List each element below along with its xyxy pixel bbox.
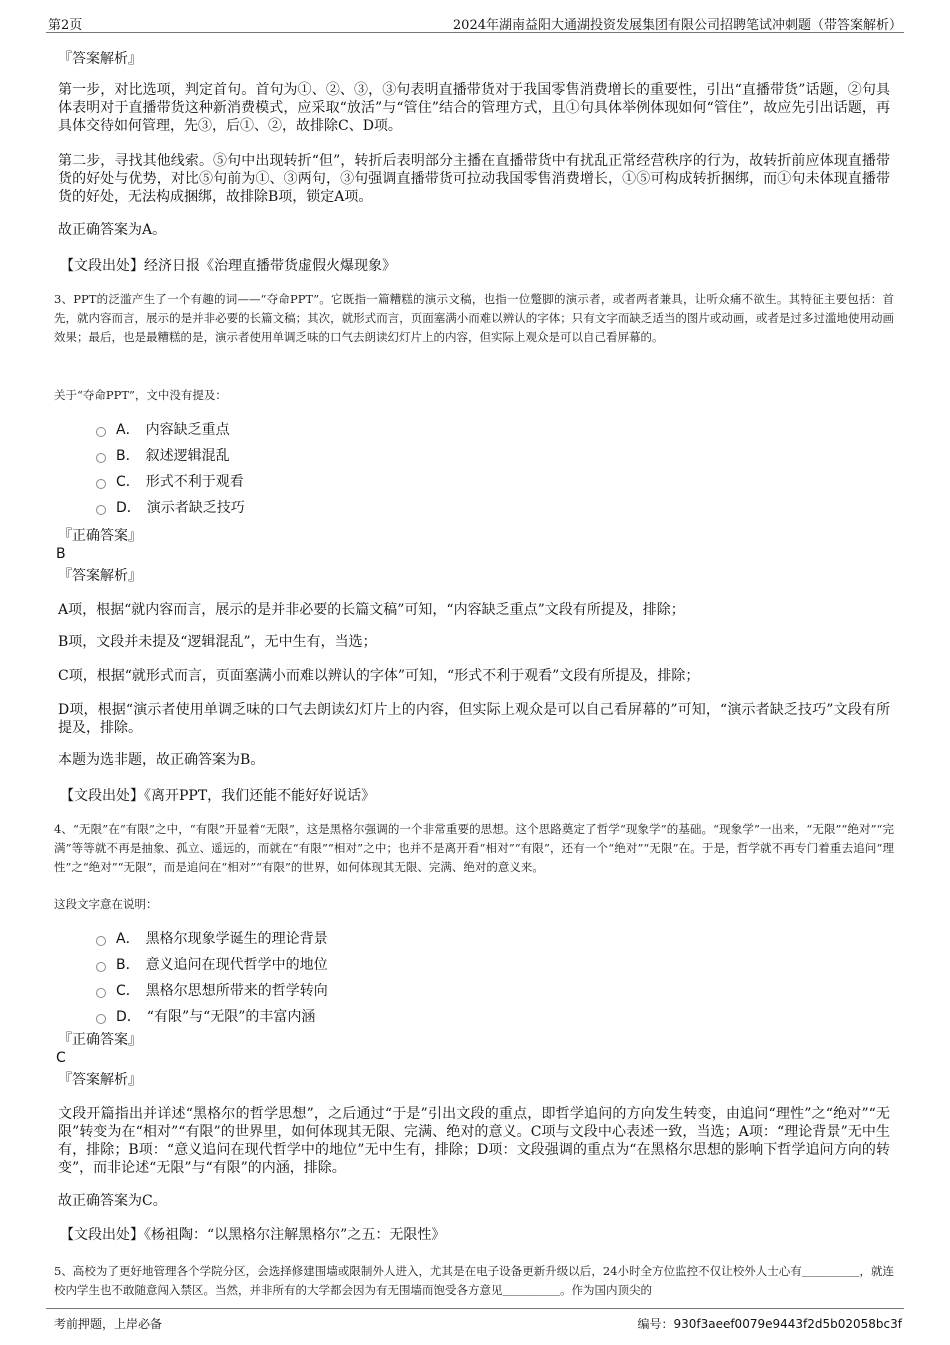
option-letter: B． [116,957,140,973]
page-header [46,12,904,33]
analysis-line: B项，文段并未提及“逻辑混乱”，无中生有，当选； [58,634,377,650]
conclusion: 故正确答案为C。 [58,1193,167,1209]
option-c[interactable] [96,982,328,1000]
option-letter: A． [116,931,140,947]
radio-icon[interactable] [96,962,106,972]
analysis-label: 『答案解析』 [58,51,142,67]
analysis-line: A项，根据“就内容而言，展示的是并非必要的长篇文稿”可知，“内容缺乏重点”文段有所提及，排除； [58,602,685,618]
option-d[interactable] [96,499,245,517]
source-citation: 【文段出处】《杨祖陶：“以黑格尔注解黑格尔”之五：无限性》 [60,1227,446,1243]
analysis-line: D项，根据“演示者使用单调乏味的口气去朗读幻灯片上的内容，但实际上观众是可以自己看屏幕的”可知，“演示者缺乏技巧”文段有所提及，排除。 [58,702,890,736]
analysis-line: C项，根据“就形式而言，页面塞满小而难以辨认的字体”可知，“形式不利于观看”文段有所提及，排除； [58,668,700,684]
option-b[interactable] [96,956,328,974]
radio-icon[interactable] [96,453,106,463]
analysis-label: 『答案解析』 [58,1072,142,1088]
source-citation: 【文段出处】《离开PPT，我们还能不能好好说话》 [60,788,376,804]
conclusion: 本题为选非题，故正确答案为B。 [58,752,265,768]
option-text: 叙述逻辑混乱 [145,448,230,464]
question-text: 3、PPT的泛滥产生了一个有趣的词——“夺命PPT”。它既指一篇糟糕的演示文稿，也指一位蹩脚的演示者，或者两者兼具，让听众痛不欲生。其特征主要包括：首先，就内容而言，展示的是并非必要的长篇文稿；其次，就形式而言，页面塞满小而难以辨认的字体；只有文字而缺乏适当的图片或动画，或者是过多过滥地使用动画效果；最后，也是最糟糕的是，演示者使用单调乏味的口气去朗读幻灯片上的内容，但实际上观众是可以自己看屏幕的。 [54,292,894,344]
correct-answer-label: 『正确答案』 [58,528,142,544]
option-text: 黑格尔思想所带来的哲学转向 [145,983,328,999]
option-text: 意义追问在现代哲学中的地位 [145,957,328,973]
radio-icon[interactable] [96,479,106,489]
option-text: 黑格尔现象学诞生的理论背景 [145,931,328,947]
radio-icon[interactable] [96,988,106,998]
correct-answer-label: 『正确答案』 [58,1032,142,1048]
option-c[interactable] [96,473,244,491]
question-prompt: 关于“夺命PPT”，文中没有提及： [54,388,227,402]
option-letter: A． [116,422,140,438]
option-letter: B． [116,448,140,464]
option-a[interactable] [96,930,328,948]
analysis-paragraph: 第二步，寻找其他线索。⑤句中出现转折“但”，转折后表明部分主播在直播带货中有扰乱正常经营秩序的行为，故转折前应体现直播带货的好处与优势，对比⑤句前为①、③两句，③句强调直播带货可拉动我国零售消费增长，①⑤可构成转折捆绑，而①句未体现直播带货的好处，无法构成捆绑，故排除B项，锁定A项。 [58,153,890,205]
option-text: 形式不利于观看 [145,474,244,490]
option-text: 内容缺乏重点 [145,422,230,438]
radio-icon[interactable] [96,936,106,946]
option-letter: D． [116,1009,141,1025]
option-text: “有限”与“无限”的丰富内涵 [146,1009,316,1025]
page-number: 第2页 [48,18,83,33]
option-letter: C． [116,474,140,490]
page-footer [46,1308,904,1333]
radio-icon[interactable] [96,505,106,515]
radio-icon[interactable] [96,1014,106,1024]
analysis-paragraph: 第一步，对比选项，判定首句。首句为①、②、③，③句表明直播带货对于我国零售消费增长的重要性，引出“直播带货”话题，②句具体表明对于直播带货这种新消费模式，应采取“放活”与“管住”结合的管理方式，且①句具体举例体现如何“管住”，故应先引出话题，再具体交待如何管理，先③，后①、②，故排除C、D项。 [58,82,890,134]
option-b[interactable] [96,447,230,465]
conclusion: 故正确答案为A。 [58,222,167,238]
correct-answer: C [56,1050,66,1066]
option-text: 演示者缺乏技巧 [146,500,245,516]
option-letter: C． [116,983,140,999]
question-text: 4、“无限”在“有限”之中，“有限”开显着“无限”，这是黑格尔强调的一个非常重要的思想。这个思路奠定了哲学“现象学”的基础。“现象学”一出来，“无限”“绝对”“完满”等等就不再是抽象、孤立、遥远的，而就在“有限”“相对”之中；也并不是离开看“相对”“有限”，还有一个“绝对”“无限”在。于是，哲学就不再专门着重去追问“理性”之“绝对”“无限”，而是追问在“相对”“有限”的世界，如何体现其无限、完满、绝对的意义来。 [54,822,894,874]
document-title: 2024年湖南益阳大通湖投资发展集团有限公司招聘笔试冲刺题（带答案解析） [452,18,902,33]
radio-icon[interactable] [96,427,106,437]
analysis-label: 『答案解析』 [58,568,142,584]
correct-answer: B [56,546,66,562]
question-text: 5、高校为了更好地管理各个学院分区，会选择修建围墙或限制外人进入，尤其是在电子设备更新升级以后，24小时全方位监控不仅让校外人士心有＿＿＿＿＿，就连校内学生也不敢随意闯入禁区。当然，并非所有的大学都会因为有无围墙而饱受各方意见＿＿＿＿＿。作为国内顶尖的 [54,1264,894,1297]
question-prompt: 这段文字意在说明： [54,897,158,911]
source-citation: 【文段出处】经济日报《治理直播带货虚假火爆现象》 [60,258,396,274]
option-letter: D． [116,500,141,516]
analysis-paragraph: 文段开篇指出并详述“黑格尔的哲学思想”，之后通过“于是”引出文段的重点，即哲学追问的方向发生转变，由追问“理性”之“绝对”“无限”转变为在“相对”“有限”的世界里，如何体现其无限、完满、绝对的意义。C项与文段中心表述一致，当选；A项：“理论背景”无中生有，排除；B项：“意义追问在现代哲学中的地位”无中生有，排除；D项：文段强调的重点为“在黑格尔思想的影响下哲学追问方向的转变”，而非论述“无限”与“有限”的内涵，排除。 [58,1106,890,1176]
document-serial: 编号：930f3aeef0079e9443f2d5b02058bc3f [637,1317,902,1331]
option-a[interactable] [96,421,230,439]
option-d[interactable] [96,1008,315,1026]
footer-slogan: 考前押题，上岸必备 [54,1317,163,1331]
